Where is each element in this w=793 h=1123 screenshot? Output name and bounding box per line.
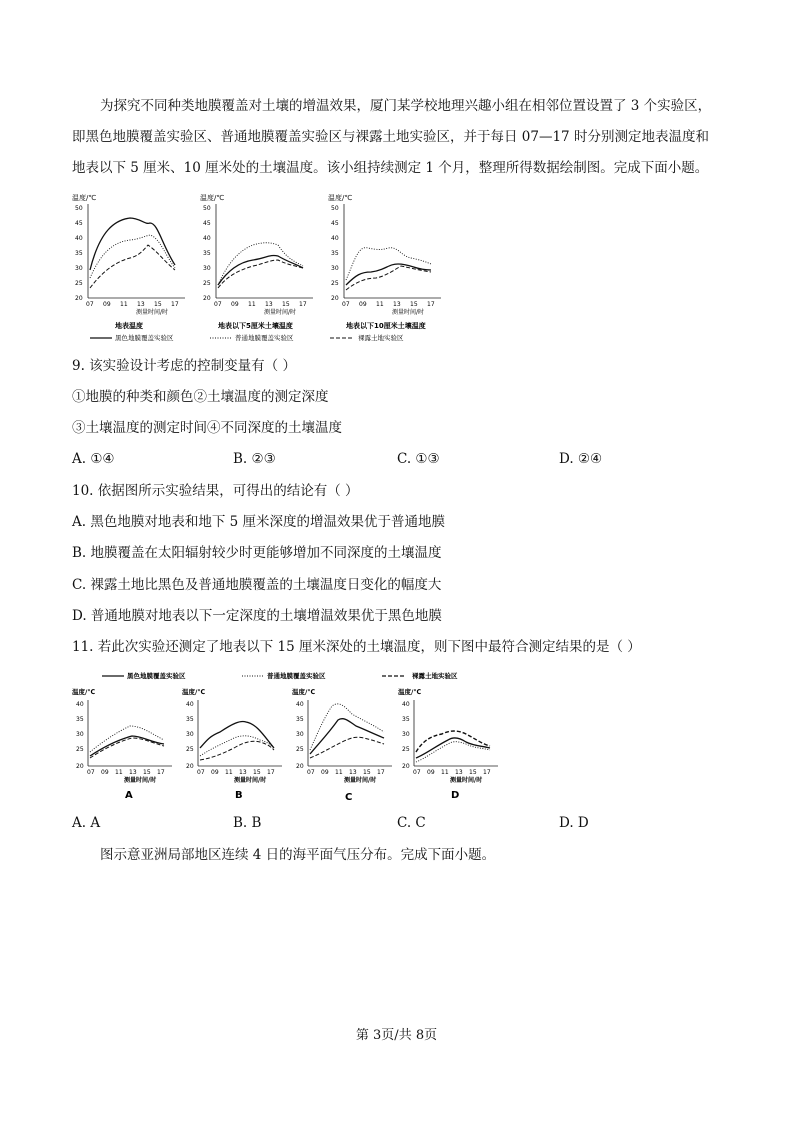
ytick: 25 bbox=[76, 746, 84, 753]
q9-choice-b[interactable]: B. ②③ bbox=[233, 451, 276, 467]
ytick: 50 bbox=[203, 205, 211, 212]
xtick: 07 bbox=[86, 301, 94, 308]
xtick: 09 bbox=[231, 301, 239, 308]
ytick: 45 bbox=[75, 220, 83, 227]
ytick: 25 bbox=[75, 280, 83, 287]
xtick: 15 bbox=[154, 301, 162, 308]
q10-choice-b[interactable]: B. 地膜覆盖在太阳辐射较少时更能够增加不同深度的土壤温度 bbox=[72, 545, 442, 561]
legend-bare-soil: 裸露土地实验区 bbox=[358, 334, 404, 342]
ytick: 50 bbox=[331, 205, 339, 212]
q11-choice-d[interactable]: D. D bbox=[559, 815, 589, 831]
panel-5cm-temperature bbox=[200, 193, 313, 330]
legend-black-film: 黑色地膜覆盖实验区 bbox=[115, 334, 174, 342]
intro-line-2: 即黑色地膜覆盖实验区、普通地膜覆盖实验区与裸露土地实验区，并于每日 07—17 时分别测定地表温度和 bbox=[72, 129, 709, 145]
ytick: 40 bbox=[203, 235, 211, 242]
ytick: 35 bbox=[296, 716, 304, 723]
ytick: 20 bbox=[75, 295, 83, 302]
option-label: C bbox=[345, 792, 353, 803]
panel-caption: 地表温度 bbox=[115, 322, 143, 330]
y-unit-label: 温度/℃ bbox=[292, 688, 316, 696]
option-label: B bbox=[235, 790, 243, 801]
q9-statements-1: ①地膜的种类和颜色②土壤温度的测定深度 bbox=[72, 389, 329, 405]
xtick: 07 bbox=[87, 769, 95, 776]
intro-line-1: 为探究不同种类地膜覆盖对土壤的增温效果，厦门某学校地理兴趣小组在相邻位置设置了 3 个实验区， bbox=[100, 98, 712, 114]
xtick: 07 bbox=[342, 301, 350, 308]
xtick: 07 bbox=[197, 769, 205, 776]
xtick: 15 bbox=[363, 769, 371, 776]
ytick: 35 bbox=[331, 250, 339, 257]
ytick: 40 bbox=[186, 701, 194, 708]
xtick: 11 bbox=[115, 769, 123, 776]
panel-caption: 地表以下10厘米土壤温度 bbox=[346, 322, 426, 330]
page-footer: 第 3页/共 8页 bbox=[355, 1028, 438, 1043]
xtick: 11 bbox=[376, 301, 384, 308]
ytick: 35 bbox=[76, 716, 84, 723]
ytick: 25 bbox=[186, 746, 194, 753]
xtick: 09 bbox=[101, 769, 109, 776]
xtick: 15 bbox=[143, 769, 151, 776]
legend-normal-film: 普通地膜覆盖实验区 bbox=[267, 672, 326, 680]
xtick: 13 bbox=[393, 301, 401, 308]
ytick: 25 bbox=[203, 280, 211, 287]
xtick: 11 bbox=[225, 769, 233, 776]
xtick: 15 bbox=[469, 769, 477, 776]
ytick: 30 bbox=[75, 265, 83, 272]
y-unit-label: 温度/℃ bbox=[328, 194, 353, 202]
xtick: 09 bbox=[211, 769, 219, 776]
q10-choice-a[interactable]: A. 黑色地膜对地表和地下 5 厘米深度的增温效果优于普通地膜 bbox=[72, 514, 446, 530]
figure-15cm-options bbox=[72, 670, 502, 810]
next-question-intro: 图示意亚洲局部地区连续 4 日的海平面气压分布。完成下面小题。 bbox=[100, 847, 496, 863]
series-bare-soil bbox=[90, 245, 175, 288]
series-black-film bbox=[90, 218, 175, 270]
panel-caption: 地表以下5厘米土壤温度 bbox=[218, 322, 293, 330]
legend-bare-soil: 裸露土地实验区 bbox=[412, 672, 458, 680]
q9-statements-2: ③土壤温度的测定时间④不同深度的土壤温度 bbox=[72, 420, 342, 436]
xtick: 07 bbox=[307, 769, 315, 776]
figure1-legend bbox=[90, 333, 404, 342]
option-d-chart bbox=[398, 687, 498, 801]
xtick: 13 bbox=[349, 769, 357, 776]
xtick: 07 bbox=[413, 769, 421, 776]
x-unit-label: 测量时间/时 bbox=[234, 777, 267, 784]
q11-choice-b[interactable]: B. B bbox=[233, 815, 262, 831]
q9-choice-c[interactable]: C. ①③ bbox=[397, 451, 440, 467]
x-unit-label: 测量时间/时 bbox=[450, 777, 483, 784]
ytick: 30 bbox=[186, 731, 194, 738]
q11-choice-a[interactable]: A. A bbox=[72, 815, 101, 831]
ytick: 40 bbox=[76, 701, 84, 708]
ytick: 20 bbox=[76, 763, 84, 770]
xtick: 17 bbox=[377, 769, 385, 776]
xtick: 11 bbox=[441, 769, 449, 776]
x-unit-label: 测量时间/时 bbox=[392, 309, 425, 316]
option-b-chart bbox=[182, 687, 282, 801]
xtick: 13 bbox=[239, 769, 247, 776]
ytick: 30 bbox=[203, 265, 211, 272]
ytick: 35 bbox=[203, 250, 211, 257]
ytick: 45 bbox=[203, 220, 211, 227]
xtick: 15 bbox=[410, 301, 418, 308]
option-a-chart bbox=[72, 687, 172, 801]
xtick: 15 bbox=[253, 769, 261, 776]
ytick: 30 bbox=[76, 731, 84, 738]
ytick: 35 bbox=[402, 716, 410, 723]
q11-choices bbox=[72, 815, 722, 833]
xtick: 17 bbox=[299, 301, 307, 308]
y-unit-label: 温度/℃ bbox=[398, 688, 422, 696]
ytick: 35 bbox=[75, 250, 83, 257]
xtick: 09 bbox=[427, 769, 435, 776]
y-unit-label: 温度/℃ bbox=[182, 688, 206, 696]
q10-stem: 10. 依据图所示实验结果，可得出的结论有（ ） bbox=[72, 483, 359, 499]
q10-choice-d[interactable]: D. 普通地膜对地表以下一定深度的土壤增温效果优于黑色地膜 bbox=[72, 608, 442, 624]
xtick: 09 bbox=[103, 301, 111, 308]
xtick: 13 bbox=[265, 301, 273, 308]
figure2-svg bbox=[72, 670, 502, 810]
panel-surface-temperature bbox=[72, 193, 185, 330]
ytick: 40 bbox=[75, 235, 83, 242]
legend-normal-film: 普通地膜覆盖实验区 bbox=[235, 334, 294, 342]
y-unit-label: 温度/℃ bbox=[72, 688, 96, 696]
ytick: 20 bbox=[296, 763, 304, 770]
ytick: 50 bbox=[75, 205, 83, 212]
x-unit-label: 测量时间/时 bbox=[124, 777, 157, 784]
x-unit-label: 测量时间/时 bbox=[344, 777, 377, 784]
xtick: 13 bbox=[129, 769, 137, 776]
q9-choices bbox=[72, 451, 722, 469]
xtick: 11 bbox=[120, 301, 128, 308]
figure2-legend bbox=[102, 671, 458, 680]
q9-choice-d[interactable]: D. ②④ bbox=[559, 451, 603, 467]
xtick: 11 bbox=[248, 301, 256, 308]
ytick: 20 bbox=[186, 763, 194, 770]
figure1-svg bbox=[70, 190, 450, 350]
option-c-chart bbox=[292, 687, 392, 803]
ytick: 20 bbox=[331, 295, 339, 302]
xtick: 15 bbox=[282, 301, 290, 308]
figure-soil-temperature bbox=[70, 190, 450, 350]
xtick: 07 bbox=[214, 301, 222, 308]
q11-choice-c[interactable]: C. C bbox=[397, 815, 426, 831]
xtick: 09 bbox=[321, 769, 329, 776]
ytick: 20 bbox=[203, 295, 211, 302]
ytick: 30 bbox=[402, 731, 410, 738]
ytick: 20 bbox=[402, 763, 410, 770]
x-unit-label: 测量时间/时 bbox=[264, 309, 297, 316]
option-label: A bbox=[125, 790, 133, 801]
ytick: 40 bbox=[402, 701, 410, 708]
ytick: 25 bbox=[402, 746, 410, 753]
ytick: 35 bbox=[186, 716, 194, 723]
q10-choice-c[interactable]: C. 裸露土地比黑色及普通地膜覆盖的土壤温度日变化的幅度大 bbox=[72, 577, 442, 593]
ytick: 40 bbox=[296, 701, 304, 708]
xtick: 11 bbox=[335, 769, 343, 776]
xtick: 17 bbox=[427, 301, 435, 308]
y-unit-label: 温度/℃ bbox=[200, 194, 225, 202]
xtick: 17 bbox=[157, 769, 165, 776]
series-black-film bbox=[218, 255, 303, 285]
xtick: 09 bbox=[359, 301, 367, 308]
q9-stem: 9. 该实验设计考虑的控制变量有（ ） bbox=[72, 358, 296, 374]
ytick: 25 bbox=[296, 746, 304, 753]
q11-stem: 11. 若此次实验还测定了地表以下 15 厘米深处的土壤温度，则下图中最符合测定结果的是（ ） bbox=[72, 639, 641, 655]
intro-line-3: 地表以下 5 厘米、10 厘米处的土壤温度。该小组持续测定 1 个月，整理所得数据绘制图。完成下面小题。 bbox=[72, 160, 709, 176]
q9-choice-a[interactable]: A. ①④ bbox=[72, 451, 115, 467]
xtick: 13 bbox=[455, 769, 463, 776]
ytick: 40 bbox=[331, 235, 339, 242]
ytick: 30 bbox=[331, 265, 339, 272]
xtick: 13 bbox=[137, 301, 145, 308]
series-bare-soil bbox=[346, 266, 431, 290]
y-unit-label: 温度/℃ bbox=[72, 194, 97, 202]
xtick: 17 bbox=[483, 769, 491, 776]
option-label: D bbox=[451, 790, 460, 801]
panel-10cm-temperature bbox=[328, 193, 441, 330]
xtick: 17 bbox=[267, 769, 275, 776]
ytick: 25 bbox=[331, 280, 339, 287]
ytick: 30 bbox=[296, 731, 304, 738]
x-unit-label: 测量时间/时 bbox=[136, 309, 169, 316]
xtick: 17 bbox=[171, 301, 179, 308]
legend-black-film: 黑色地膜覆盖实验区 bbox=[127, 672, 186, 680]
series-bare-soil bbox=[218, 260, 303, 288]
ytick: 45 bbox=[331, 220, 339, 227]
